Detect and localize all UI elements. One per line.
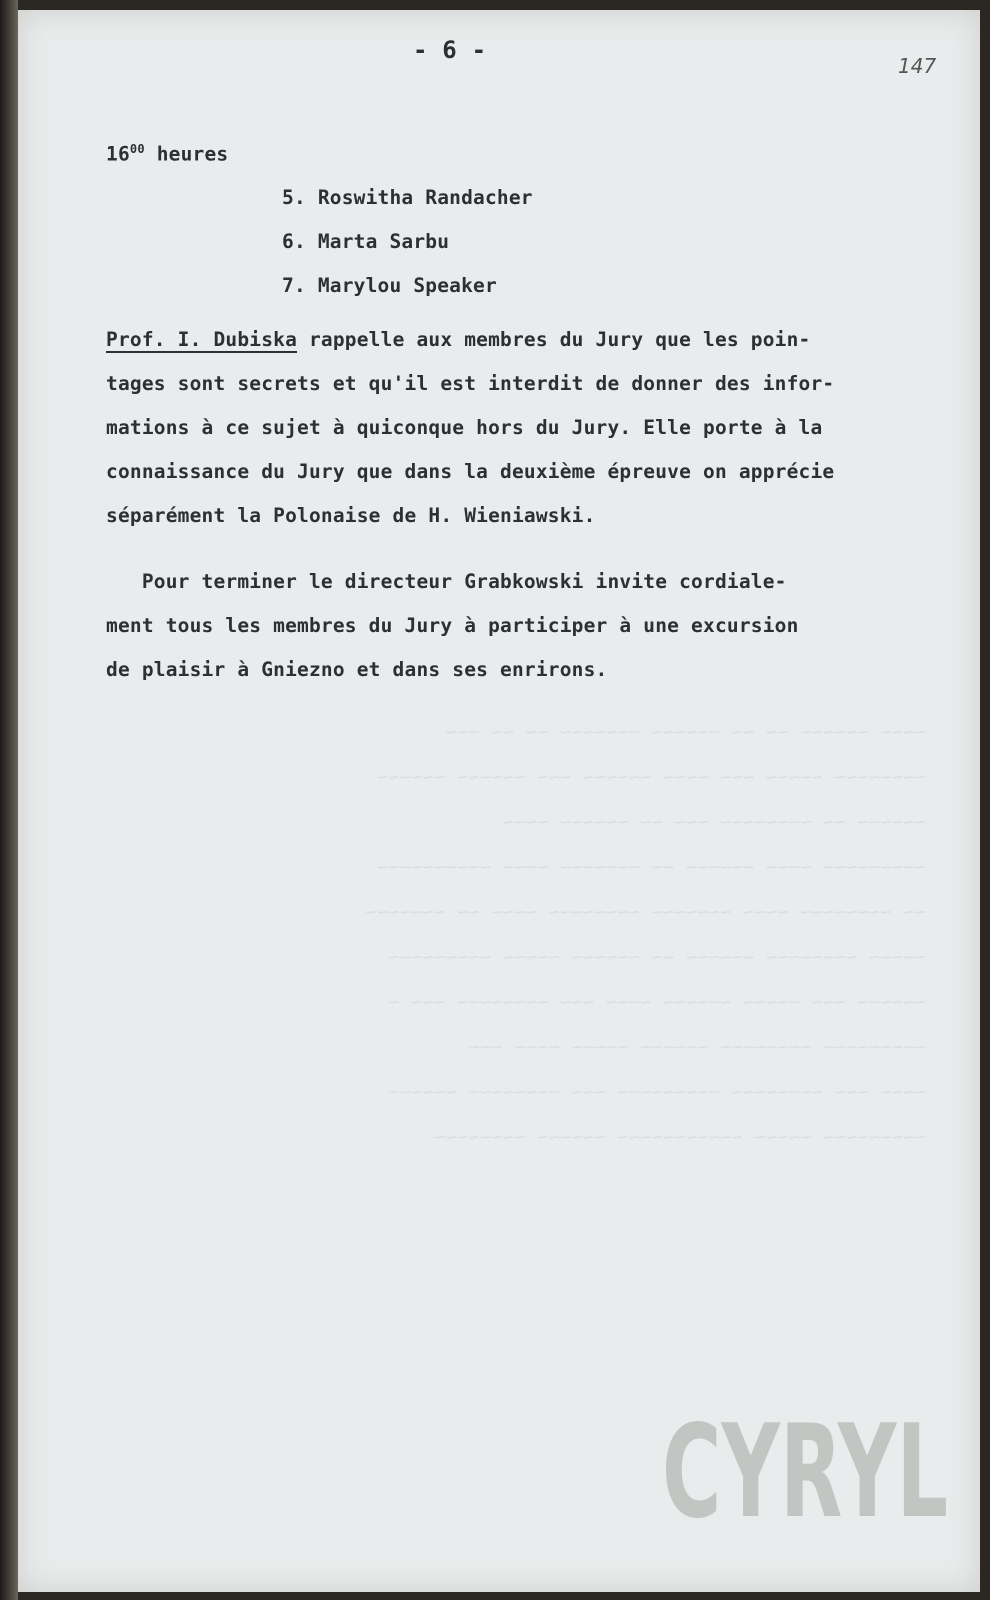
document-page [18,10,980,1592]
paragraph-1-line: tages sont secrets et qu'il est interdit de donner des infor- [106,372,835,395]
speaker-name: Prof. I. Dubiska [106,328,298,351]
list-item: 5. Roswitha Randacher [282,186,533,209]
paragraph-1-line: connaissance du Jury que dans la deuxième épreuve on apprécie [106,460,835,483]
time-heading [106,142,228,166]
paragraph-1-line: séparément la Polonaise de H. Wieniawski. [106,504,596,527]
paragraph-2-line: ment tous les membres du Jury à participer à une excursion [106,614,799,637]
page-number: - 6 - [413,36,487,64]
list-item: 7. Marylou Speaker [282,274,497,297]
time-word: heures [144,142,229,166]
cyryl-watermark-logo [660,1400,950,1530]
list-item: 6. Marta Sarbu [282,230,450,253]
show-through-text: ~~~~ ~~~~~~ ~~ ~~ ~~~~~~ ~~~~~~~ ~~ ~~ ~~~ ~~~~~~~~ ~~~~~ ~~~ ~~~~ ~~~~~~ ~~~ ~~~~~~ ~~~~~~ ~~~~~~ ~~ ~~~~~~~~ ~~~ ~~ ~~~~~~ ~~~~ ~~~~~~~~~ ~~~~ ~~~~~~ ~~ ~~~~~~~ ~~~~ ~~~~~~~~~~ ~~ ~~~~~~~~ ~~~~ ~~~~~~~ ~~~~~~~~ ~~~~ ~~ ~~~~~~~ ~~~~~ ~~~~~~~~ ~~~~~~ ~~ ~~~~~~ ~~~~~ ~~~~~~~~~ ~~~~~~ ~~~ ~~~~~ ~~~~~~ ~~~~ ~~~ ~~~~~~~~ ~~~ ~ ~~~~~~~~~ ~~~~~~~~ ~~~~~~ ~~~~~ ~~~~ ~~~ ~~~~ ~~~ ~~~~~~~~ ~~~~~~~~~ ~~~ ~~~~~~~~ ~~~~~~ ~~~~~~~~~ ~~~~~ ~~~~~~~~~~~ ~~~~~~ ~~~~~~~~ [365,721,926,1148]
folio-number: 147 [898,54,937,78]
time-minutes: 00 [129,142,145,156]
paragraph-2-line: Pour terminer le directeur Grabkowski invite cordiale- [106,570,787,593]
watermark-text: CYRYL [662,1400,948,1530]
book-binding [0,0,18,1600]
time-hour: 16 [106,142,130,166]
paragraph-2-line: de plaisir à Gniezno et dans ses enrirons. [106,658,608,681]
paragraph-1-line: mations à ce sujet à quiconque hors du Jury. Elle porte à la [106,416,823,439]
paragraph-1-line: Prof. I. Dubiska rappelle aux membres du Jury que les poin- [106,328,811,351]
